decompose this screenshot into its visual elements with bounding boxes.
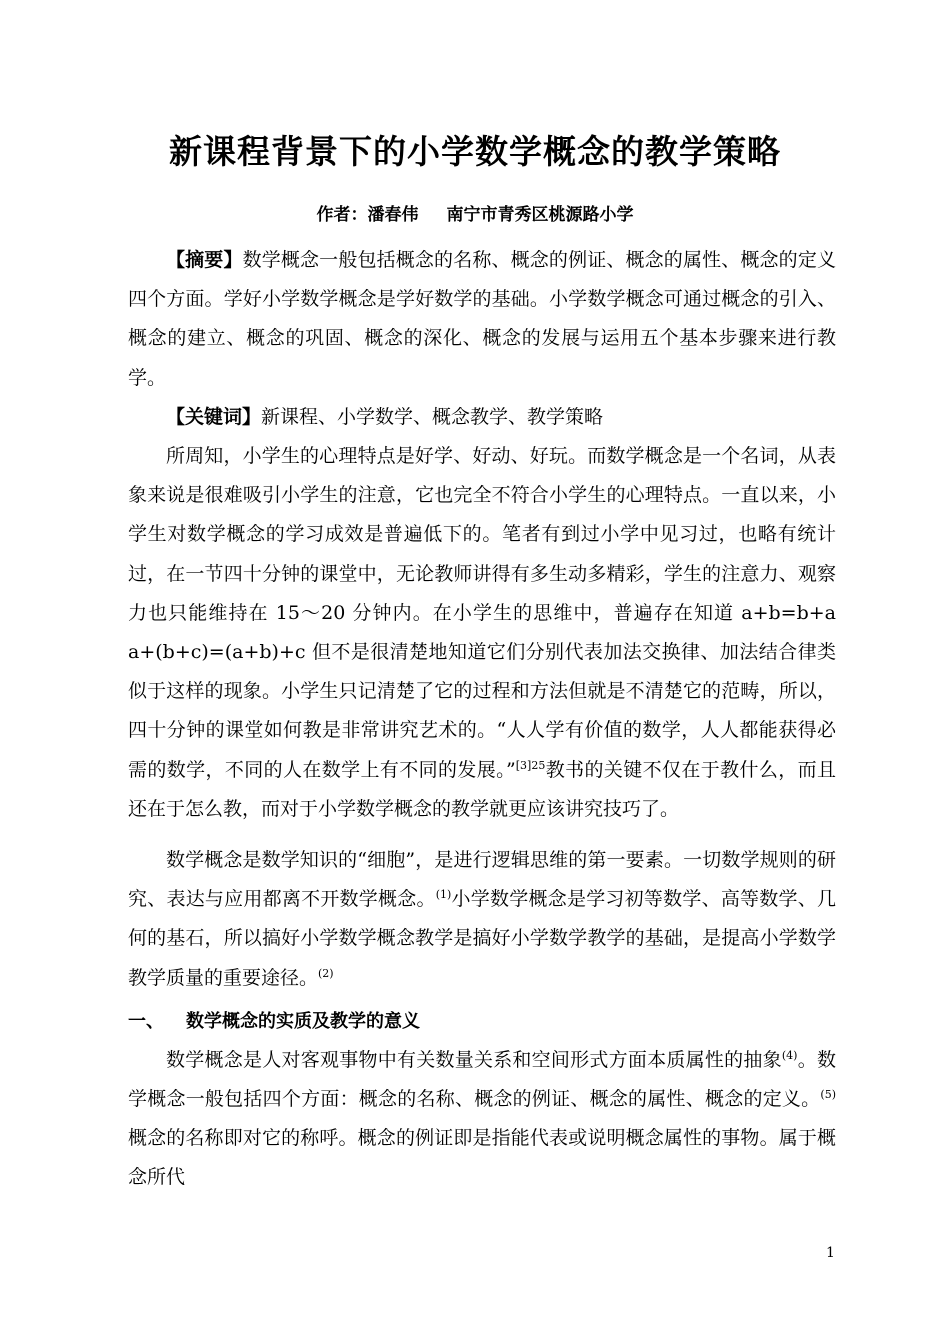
body-paragraph-1: [128, 437, 856, 829]
section-number: 一、: [128, 1010, 164, 1032]
section-heading: [128, 1002, 836, 1041]
document-body: [128, 241, 856, 1198]
abstract-text: 数学概念一般包括概念的名称、概念的例证、概念的属性、概念的定义四个方面。学好小学数学概念是学好数学的基础。小学数学概念可通过概念的引入、概念的建立、概念的巩固、概念的深化、概念的发展与运用五个基本步骤来进行教学。: [128, 249, 836, 389]
author-name: 作者：潘春伟: [316, 205, 419, 225]
author-school: 南宁市青秀区桃源路小学: [446, 205, 634, 225]
paragraph-text: 概念的名称即对它的称呼。概念的例证即是指能代表或说明概念属性的事物。属于概念所代: [128, 1127, 836, 1189]
paragraph-text: 小学数学概念是学习初等数学、高等数学、几何的基石，所以搞好小学数学概念教学是搞好小学数学教学的基础，是提高小学数学教学质量的重要途径。: [128, 888, 836, 989]
paragraph-text: 。数学概念一般包括四个方面：概念的名称、概念的例证、概念的属性、概念的定义。: [128, 1048, 836, 1111]
keywords-label: 【关键词】: [166, 405, 262, 428]
paragraph-text: 教书的关键不仅在于教什么，而且还在于怎么教，而对于小学数学概念的教学就更应该讲究技巧了。: [128, 758, 836, 820]
citation: (1): [435, 888, 452, 902]
abstract-paragraph: [128, 241, 836, 398]
citation: [3]25: [515, 758, 546, 772]
author-line: [0, 200, 950, 230]
section-title: 数学概念的实质及教学的意义: [186, 1010, 420, 1032]
document-title: 新课程背景下的小学数学概念的教学策略: [169, 132, 781, 171]
citation: (2): [318, 966, 334, 980]
paragraph-text: 所周知，小学生的心理特点是好学、好动、好玩。而数学概念是一个名词，从表象来说是很难吸引小学生的注意，它也完全不符合小学生的心理特点。一直以来，小学生对数学概念的学习成效是普遍低下的。笔者有到过小学中见习过，也略有统计过，在一节四十分钟的课堂中，无论教师讲得有多生动多精彩，学生的注意力、观察力也只能维持在 15～20 分钟内。在小学生的思维中，普遍存在知道 a+b=b+a a+(b+c)=(a+b)+c 但不是很清楚地知道它们分别代表加法交换律、加法结合律类似于这样的现象。小学生只记清楚了它的过程和方法但就是不清楚它的范畴，所以，四十分钟的课堂如何教是非常讲究艺术的。“人人学有价值的数学，人人都能获得必需的数学，不同的人在数学上有不同的发展。”: [128, 445, 856, 781]
keywords-paragraph: [128, 398, 836, 437]
citation: (4): [781, 1048, 798, 1062]
abstract-label: 【摘要】: [166, 249, 243, 271]
body-paragraph-3: [128, 1041, 836, 1198]
citation: (5): [820, 1088, 836, 1102]
paragraph-text: 数学概念是数学知识的“细胞”，是进行逻辑思维的第一要素。一切数学规则的研究、表达与应用都离不开数学概念。: [128, 849, 836, 911]
keywords-text: 新课程、小学数学、概念教学、教学策略: [261, 405, 604, 428]
body-paragraph-2: [128, 841, 836, 998]
paragraph-text: 数学概念是人对客观事物中有关数量关系和空间形式方面本质属性的抽象: [166, 1048, 782, 1071]
page-number: 1: [826, 1245, 835, 1261]
